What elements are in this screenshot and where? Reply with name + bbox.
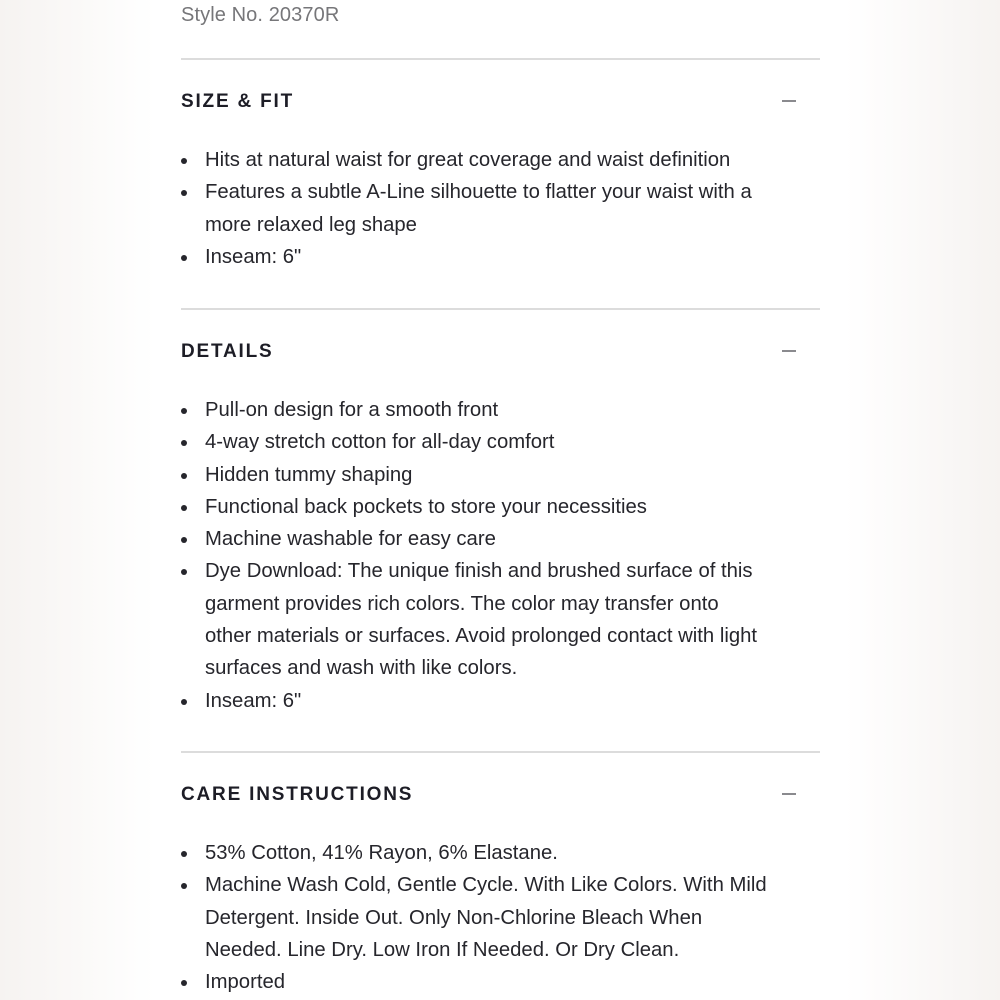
accordion-details <box>181 308 820 717</box>
bullet-dot <box>181 473 187 479</box>
details-list <box>181 394 761 717</box>
bullet-dot <box>181 851 187 857</box>
list-item: 4-way stretch cotton for all-day comfort <box>181 426 761 458</box>
list-item: Dye Download: The unique finish and brushed surface of this garment provides rich colors. The color may transfer onto other materials or surfaces. Avoid prolonged contact with light surfaces and wash with like colors. <box>181 555 761 684</box>
list-item: Imported <box>181 966 781 998</box>
care-title: CARE INSTRUCTIONS <box>181 784 414 805</box>
list-item: Inseam: 6" <box>181 685 761 717</box>
size-fit-title: SIZE & FIT <box>181 91 294 112</box>
list-item: Inseam: 6" <box>181 241 791 273</box>
list-item: Machine Wash Cold, Gentle Cycle. With Like Colors. With Mild Detergent. Inside Out. Only Non-Chlorine Bleach When Needed. Line Dry. Low Iron If Needed. Or Dry Clean. <box>181 869 781 966</box>
list-item: Hits at natural waist for great coverage and waist definition <box>181 144 791 176</box>
size-fit-header[interactable] <box>181 60 820 144</box>
bullet-dot <box>181 255 187 261</box>
list-item: Hidden tummy shaping <box>181 459 761 491</box>
bullet-dot <box>181 505 187 511</box>
minus-icon[interactable] <box>782 793 796 795</box>
care-header[interactable] <box>181 753 820 837</box>
bullet-dot <box>181 440 187 446</box>
bullet-dot <box>181 158 187 164</box>
bullet-dot <box>181 883 187 889</box>
size-fit-list <box>181 144 791 273</box>
care-list <box>181 837 781 998</box>
details-header[interactable] <box>181 310 820 394</box>
bullet-dot <box>181 569 187 575</box>
list-item: Machine washable for easy care <box>181 523 761 555</box>
style-number: Style No. 20370R <box>181 4 340 26</box>
minus-icon[interactable] <box>782 100 796 102</box>
list-item: Functional back pockets to store your necessities <box>181 491 761 523</box>
list-item: Pull-on design for a smooth front <box>181 394 761 426</box>
bullet-dot <box>181 190 187 196</box>
product-info-panel <box>155 0 845 1000</box>
list-item: Features a subtle A-Line silhouette to flatter your waist with a more relaxed leg shape <box>181 176 791 241</box>
bullet-dot <box>181 537 187 543</box>
bullet-dot <box>181 980 187 986</box>
bullet-dot <box>181 699 187 705</box>
accordion-care-instructions <box>181 751 820 998</box>
bullet-dot <box>181 408 187 414</box>
list-item: 53% Cotton, 41% Rayon, 6% Elastane. <box>181 837 781 869</box>
details-title: DETAILS <box>181 341 274 362</box>
minus-icon[interactable] <box>782 350 796 352</box>
accordion-size-fit <box>181 58 820 273</box>
